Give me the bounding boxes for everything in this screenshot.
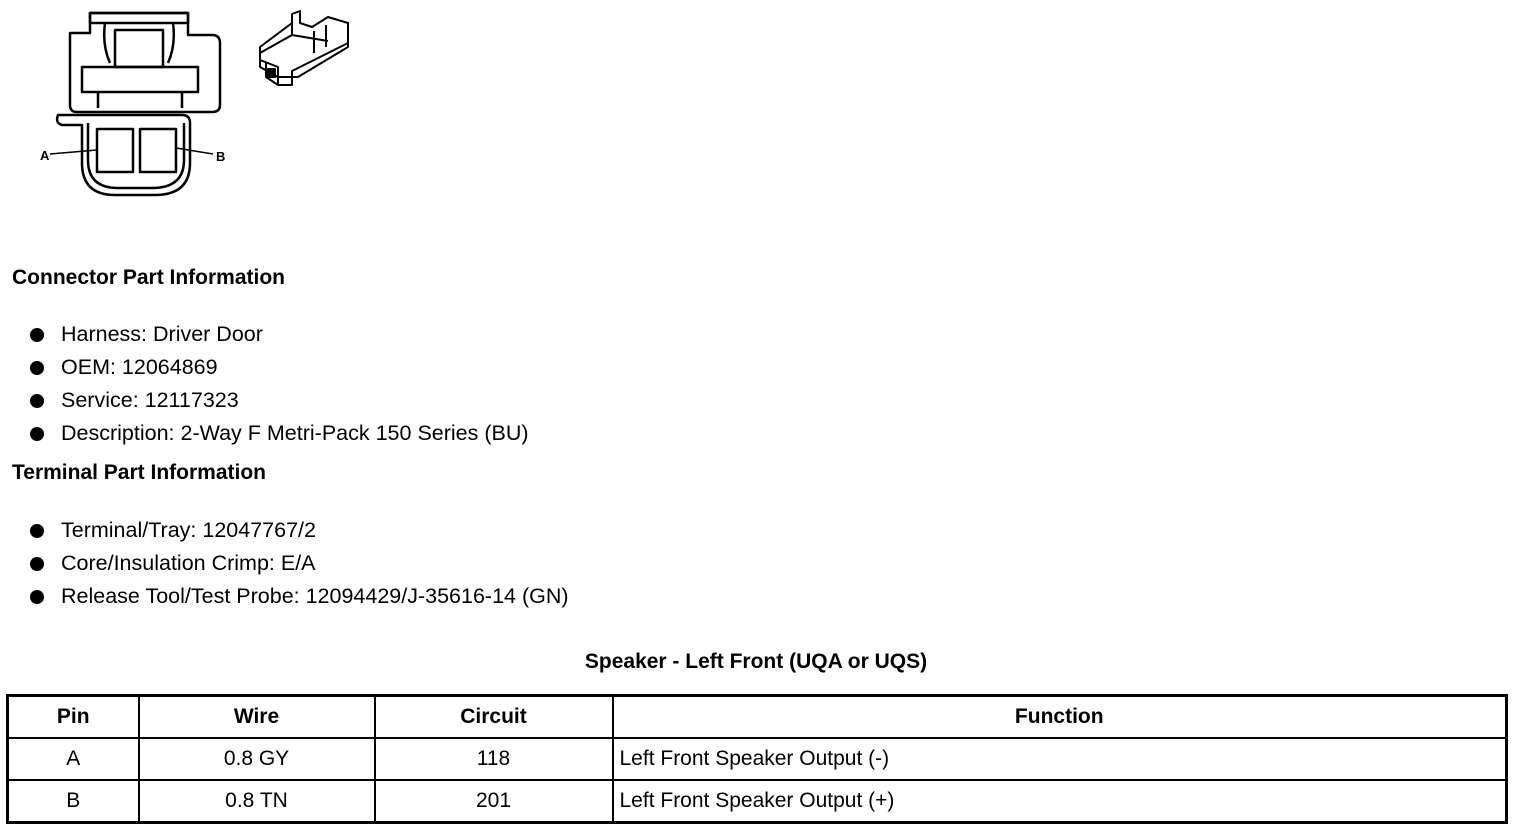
connector-illustration (30, 5, 370, 210)
bullet-icon (30, 427, 44, 441)
bullet-icon (30, 590, 44, 604)
pin-a-label: A (40, 148, 50, 163)
list-item: Release Tool/Test Probe: 12094429/J-35616-14 (GN) (28, 580, 569, 613)
pin-b-label: B (216, 149, 226, 164)
header-circuit: Circuit (375, 696, 613, 739)
table-row (8, 780, 1507, 823)
list-item: Terminal/Tray: 12047767/2 (28, 514, 569, 547)
pinout-table (6, 694, 1508, 824)
table-row (8, 738, 1507, 780)
connector-info-heading: Connector Part Information (12, 266, 286, 289)
list-item: Description: 2-Way F Metri-Pack 150 Series (BU) (28, 417, 529, 450)
list-item: Service: 12117323 (28, 384, 529, 417)
cell-pin: A (8, 738, 139, 780)
cell-wire: 0.8 GY (139, 738, 375, 780)
table-title: Speaker - Left Front (UQA or UQS) (584, 650, 928, 673)
cell-function: Left Front Speaker Output (-) (613, 738, 1507, 780)
header-wire: Wire (139, 696, 375, 739)
cell-wire: 0.8 TN (139, 780, 375, 823)
cell-circuit: 201 (375, 780, 613, 823)
terminal-info-list (28, 514, 569, 613)
list-item: Core/Insulation Crimp: E/A (28, 547, 569, 580)
bullet-icon (30, 394, 44, 408)
header-pin: Pin (8, 696, 139, 739)
cell-circuit: 118 (375, 738, 613, 780)
cell-pin: B (8, 780, 139, 823)
list-item: OEM: 12064869 (28, 351, 529, 384)
header-function: Function (613, 696, 1507, 739)
bullet-icon (30, 361, 44, 375)
bullet-icon (30, 328, 44, 342)
terminal-info-heading: Terminal Part Information (12, 461, 266, 484)
cell-function: Left Front Speaker Output (+) (613, 780, 1507, 823)
table-header-row (8, 696, 1507, 739)
bullet-icon (30, 524, 44, 538)
bullet-icon (30, 557, 44, 571)
list-item: Harness: Driver Door (28, 318, 529, 351)
connector-info-list (28, 318, 529, 450)
